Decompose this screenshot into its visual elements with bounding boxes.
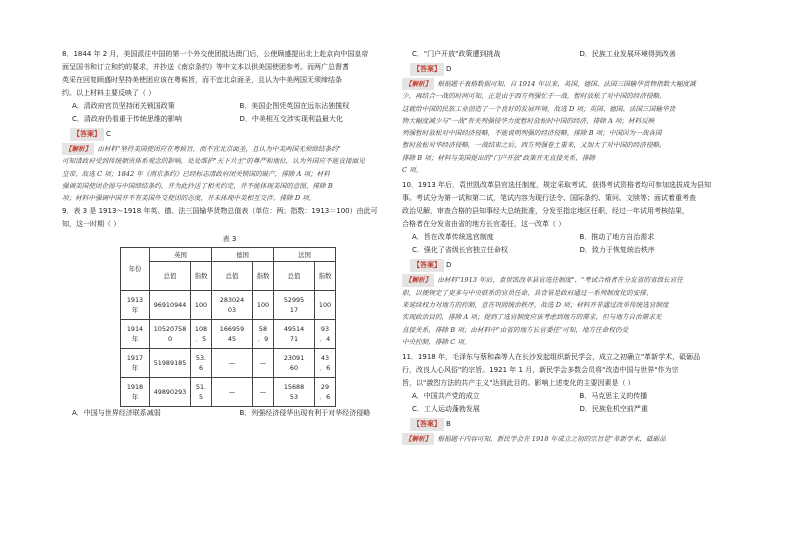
- cell-fr-index: 29 ．6: [315, 378, 336, 407]
- question-9-line: 9．表 3 是 1913～1918 年英、德、法三国输华货物总值表（单位：两；指数：1913＝100）由此可: [62, 207, 378, 216]
- cell-uk-total: 49890293: [150, 378, 191, 407]
- option-c: C．强化了省级长官独立任命权: [412, 246, 508, 255]
- cell-year: 1914 年: [121, 320, 150, 349]
- question-11-line: 旨，以"激烈方法的共产主义"达到此目的。影响上述变化的主要因素是（ ）: [402, 379, 635, 388]
- answer-value: B: [446, 420, 451, 429]
- explanation-label: 【解析】: [402, 274, 434, 286]
- question-10-line: 政治见解，审查合格的县知事经大总统批准，分发至指定地区任职，经过一年试用考核结果，: [402, 207, 689, 216]
- answer-line: [402, 63, 737, 76]
- explanation-line: 来延续权力对地方的控制，意在巩固统治秩序，故选 D 项；材料并非通过改革传统选官制度: [402, 300, 669, 309]
- option-d: D．中美相互交涉实现利益最大化: [239, 115, 343, 123]
- question-8-line: 英采在回复顾盛时坚持美使团应该在粤候旨，而不宜北京面圣，且认为中美两国无须缔结条: [62, 76, 342, 84]
- question-8-line: 8．1844 年 2 月，美国派往中国的第一个外交使团抵达澳门后，公使顾盛提出北上赴京向中国皇帝: [62, 50, 369, 58]
- option-b: B．列强经济侵华出现有利于对华经济侵略: [239, 409, 371, 418]
- question-10: [402, 179, 737, 348]
- cell-de-index: 58 ．9: [253, 320, 274, 349]
- explanation-line: 职，以便规定了更多与中央联系的官员任命，其背景是政府通过一系列制度化的安排，: [402, 288, 653, 297]
- question-8: [62, 48, 397, 204]
- option-a: A．清政府官员坚持闭关锁国政策: [72, 102, 175, 110]
- explanation-line: 由材料"1913 年后，袁世凯改革县官选任制度"、"考试合格者在分发省的省级长官任: [437, 276, 683, 285]
- explanation: [62, 143, 397, 204]
- question-11-line: 11．1918 年，毛泽东与蔡和森等人在长沙发起组织新民学会，成立之初确立"革新学术，砥砺品: [402, 353, 701, 362]
- explanation-label: 【解析】: [402, 433, 434, 445]
- explanation-line: 强调美国使团企图与中国缔结条约，并为此抄送了相关约定，并不能体现美国的意图，排除 B: [62, 181, 333, 190]
- table-row: [121, 378, 336, 407]
- trade-table: [120, 247, 336, 407]
- answer-label: 【答案】: [70, 128, 104, 141]
- answer-value: C: [106, 130, 111, 138]
- cell-de-total: 166959 45: [212, 320, 253, 349]
- explanation: [402, 78, 737, 176]
- explanation-line: 根据题干内容可知，新民学会在 1918 年成立之初的宗旨是"革新学术，砥砺品: [437, 435, 666, 444]
- explanation-line: 这就给中国的民族工业创造了一个良好的发展环境，故选 D 项；英国、德国、法国三国输华货: [402, 104, 676, 113]
- cell-de-index: —: [253, 378, 274, 407]
- right-column: [402, 48, 737, 445]
- cell-fr-total: 23091 60: [274, 349, 315, 378]
- cell-fr-total: 52995 17: [274, 291, 315, 320]
- answer-line: [402, 418, 737, 431]
- question-9-options: [62, 407, 397, 420]
- option-d: D．致力于恢复统治秩序: [579, 246, 655, 255]
- cell-fr-total: 15688 53: [274, 378, 315, 407]
- answer-line: [402, 259, 737, 272]
- table-row: [121, 320, 336, 349]
- option-a: A．旨在改革传统选官制度: [412, 233, 494, 242]
- explanation-line: C 项。: [402, 166, 423, 175]
- cell-de-total: —: [212, 378, 253, 407]
- cell-year: 1917 年: [121, 349, 150, 378]
- cell-de-total: —: [212, 349, 253, 378]
- table-row: [121, 291, 336, 320]
- question-11-line: 行，改良人心风俗"的宗旨。1921 年 1 月，新民学会多数会员将"改造中国与世界"作为宗: [402, 366, 679, 375]
- cell-uk-index: 53. 6: [191, 349, 212, 378]
- option-a: A．中国与世界经济联系减弱: [72, 409, 161, 418]
- header-country: 德国: [212, 248, 274, 262]
- cell-de-index: 100: [253, 291, 274, 320]
- option-b: B．美国企图凭英国在远东沾独揽权: [239, 102, 350, 110]
- answer-line: [62, 128, 397, 141]
- question-8-line: 约。以上材料主要反映了（ ）: [62, 89, 156, 97]
- explanation: [402, 274, 737, 348]
- option-c: C．"门户开放"政策遭到挑战: [412, 50, 501, 58]
- cell-uk-index: 108 ．5: [191, 320, 212, 349]
- header-total: 总值: [274, 262, 315, 291]
- cell-year: 1913 年: [121, 291, 150, 320]
- cell-uk-total: 10520758 0: [150, 320, 191, 349]
- explanation-line: 暂时放松对华经济侵略，一战结束之后，西方列强卷土重来，又加大了对中国的经济侵略，: [402, 141, 666, 150]
- question-10-line: 10．1913 年后，袁世凯改革县官选任制度，规定采取考试、获得考试资格者均可参加选拔成为县知: [402, 181, 711, 190]
- option-b: B．马克思主义的传播: [579, 392, 648, 401]
- cell-de-index: —: [253, 349, 274, 378]
- explanation-line: 中央控制，排除 C 项。: [402, 337, 471, 346]
- question-8-options: [62, 100, 397, 126]
- option-b: B．推动了地方自治需求: [579, 233, 655, 242]
- answer-label: 【答案】: [410, 259, 444, 272]
- header-country: 英国: [150, 248, 212, 262]
- option-d: D．民族危机空前严重: [579, 405, 648, 414]
- option-c: C．工人运动蓬勃发展: [412, 405, 480, 414]
- explanation-line: 由材料"坚持美国使团应在粤候旨，而不宜北京面圣，且认为中美两国无须缔结条约": [97, 145, 341, 153]
- explanation-line: 排除 B 项；材料与美国提出的"门户开放"政策并无直接关系，排除: [402, 153, 596, 162]
- table-row: [121, 349, 336, 378]
- question-9-line: 知，这一时期（ ）: [62, 220, 121, 229]
- question-10-options: [402, 231, 737, 257]
- question-10-line: 事。考试分为第一试和第二试，笔试内容为现行法令、国际条约、策问、文牍等；面试着重考查: [402, 194, 696, 203]
- explanation-label: 【解析】: [62, 143, 94, 155]
- header-index: 指数: [315, 262, 336, 291]
- answer-label: 【答案】: [410, 63, 444, 76]
- explanation-line: 直接关系，排除 B 项；由材料中"由省的地方长官委任"可知，地方任命权仍受: [402, 325, 629, 334]
- header-country: 法国: [274, 248, 336, 262]
- cell-uk-index: 51. 5: [191, 378, 212, 407]
- cell-fr-total: 49514 71: [274, 320, 315, 349]
- header-index: 指数: [253, 262, 274, 291]
- question-11: [402, 351, 737, 445]
- option-d: D．民族工业发展环境得到改善: [579, 50, 676, 58]
- explanation-label: 【解析】: [402, 78, 434, 90]
- header-total: 总值: [212, 262, 253, 291]
- explanation-line: 项；材料中强调中国并不有美国外交使团的态度，并未体现中美相互交涉，排除 D 项。: [62, 194, 316, 203]
- explanation-line: 少，再结合一战的时间可知，正是由于西方列强忙于一战，暂时放松了对中国的经济侵略，: [402, 92, 666, 101]
- table-title: 表 3: [222, 235, 237, 244]
- cell-fr-index: 100: [315, 291, 336, 320]
- left-column: [62, 48, 397, 420]
- explanation-line: 可知清政府受到传统朝贡体系观念的影响，处处维护"天下共主"的尊严和地位，认为外国应不能直接面见: [62, 157, 365, 166]
- cell-uk-total: 96910944: [150, 291, 191, 320]
- explanation-line: 根据题干表格数据可知，自 1914 年以来，英国、德国、法国三国输华货物指数大幅度减: [437, 80, 696, 88]
- cell-fr-index: 93 ．4: [315, 320, 336, 349]
- cell-de-total: 283024 03: [212, 291, 253, 320]
- question-11-options: [402, 390, 737, 416]
- question-8-line: 面呈国书和订立和约的要求，并抄送《南京条约》等中文本以供美国使团参考。而两广总督耆: [62, 63, 349, 71]
- answer-value: D: [446, 65, 452, 73]
- explanation-line: 皇帝，故选 C 项；1842 年《南京条约》已经标志清政府闭关锁国的破产，排除 A 项；材料: [62, 169, 330, 178]
- explanation-line: 实现政治目的，排除 A 项；提到了选官制度应该考虑到地方的需求，但与地方自治需求无: [402, 313, 662, 322]
- question-10-line: 合格者在分发省由省的地方长官委任，这一改革（ ）: [402, 220, 566, 229]
- cell-uk-total: 51989185: [150, 349, 191, 378]
- cell-year: 1918 年: [121, 378, 150, 407]
- cell-uk-index: 100: [191, 291, 212, 320]
- explanation: [402, 433, 737, 445]
- option-a: A．中国共产党的成立: [412, 392, 480, 401]
- header-total: 总值: [150, 262, 191, 291]
- option-c: C．清政府仍看重于传统思维的影响: [72, 115, 182, 123]
- explanation-line: 列强暂时放松对中国经济侵略，不能说明列强的经济侵略，排除 B 项；中国因为一战各国: [402, 129, 662, 138]
- explanation-line: 物大幅度减少与"一战"有关列强侵华力度暂时放松时中国的经济，排除 A 项；材料反映: [402, 116, 655, 125]
- answer-value: D: [446, 261, 452, 270]
- header-index: 指数: [191, 262, 212, 291]
- question-9-options-continued: [402, 48, 737, 61]
- answer-label: 【答案】: [410, 418, 444, 431]
- header-year: 年份: [121, 248, 150, 291]
- question-9: [62, 205, 397, 420]
- cell-fr-index: 43 ．6: [315, 349, 336, 378]
